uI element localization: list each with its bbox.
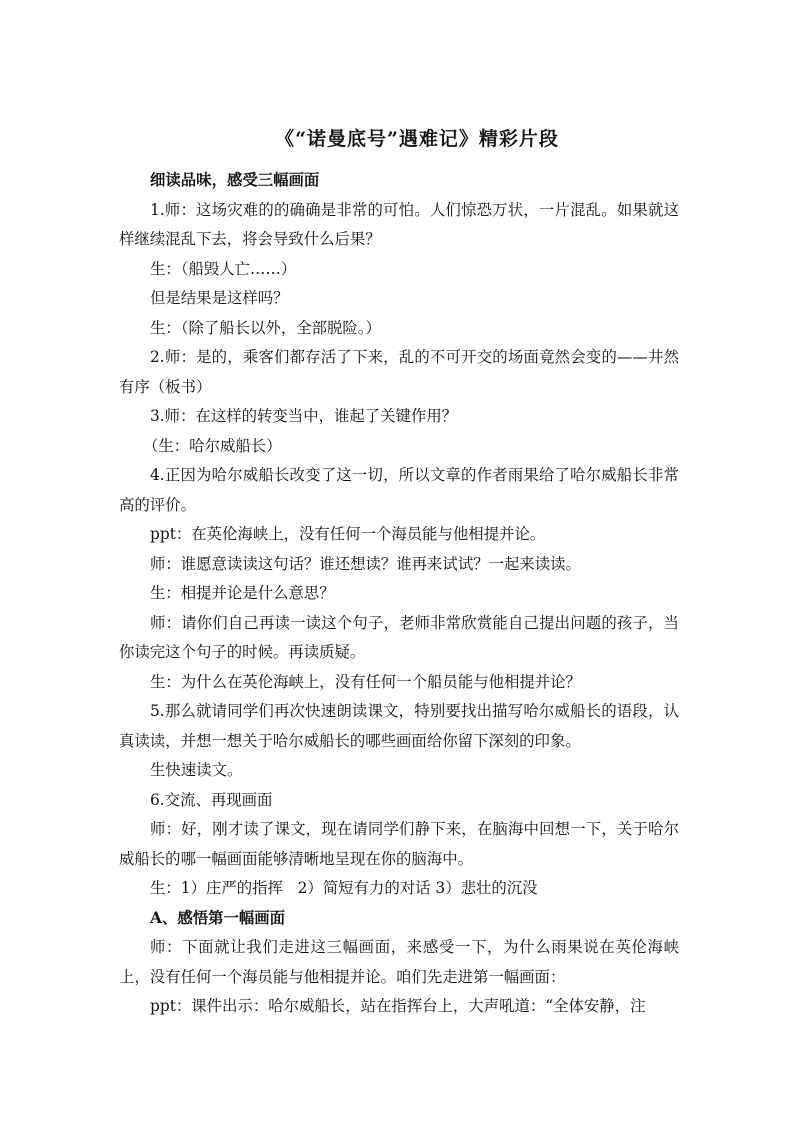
body-paragraph: 生：为什么在英伦海峡上，没有任何一个船员能与他相提并论？	[150, 672, 581, 691]
body-paragraph: 但是结果是这样吗？	[150, 289, 289, 307]
body-paragraph: 生：（船毁人亡……）	[150, 259, 297, 278]
body-paragraph: 6.交流、再现画面	[150, 790, 273, 809]
body-paragraph: 2.师：是的，乘客们都存活了下来，乱的不可开交的场面竟然会变的——井然有序（板书）	[119, 348, 679, 396]
body-paragraph: 生：1）庄严的指挥 2）简短有力的对话 3）悲壮的沉没	[150, 879, 538, 897]
body-paragraph: 3.师：在这样的转变当中，谁起了关键作用？	[150, 407, 458, 425]
document-title: 《“诺曼底号”遇难记》精彩片段	[275, 128, 559, 150]
section-heading: A、感悟第一幅画面	[150, 908, 286, 927]
body-paragraph: ppt：在英伦海峡上，没有任何一个海员能与他相提并论。	[150, 525, 546, 543]
body-paragraph: 生快速读文。	[150, 761, 243, 779]
body-paragraph: 师：请你们自己再读一读这个句子，老师非常欣赏能自己提出问题的孩子，当你读完这个句子的时候。再读质疑。	[119, 613, 679, 661]
document-body	[119, 166, 679, 1022]
body-paragraph: ppt：课件出示：哈尔威船长，站在指挥台上，大声吼道：“全体安静，注	[150, 997, 646, 1015]
body-paragraph: 5.那么就请同学们再次快速朗读课文，特别要找出描写哈尔威船长的语段，认真读读，并想一想关于哈尔威船长的哪些画面给你留下深刻的印象。	[119, 702, 679, 750]
body-paragraph: （生：哈尔威船长）	[143, 436, 282, 455]
body-paragraph: 师：谁愿意读读这句话？谁还想读？谁再来试试？一起来读读。	[150, 554, 581, 573]
body-paragraph: 4.正因为哈尔威船长改变了这一切，所以文章的作者雨果给了哈尔威船长非常高的评价。	[119, 466, 679, 514]
section-heading: 细读品味，感受三幅画面	[150, 171, 320, 189]
body-paragraph: 生：相提并论是什么意思？	[150, 584, 335, 602]
body-paragraph: 师：好，刚才读了课文，现在请同学们静下来，在脑海中回想一下，关于哈尔威船长的哪一幅画面能够清晰地呈现在你的脑海中。	[119, 820, 679, 868]
body-paragraph: 师：下面就让我们走进这三幅画面，来感受一下，为什么雨果说在英伦海峡上，没有任何一个海员能与他相提并论。咱们先走进第一幅画面：	[119, 938, 679, 986]
body-paragraph: 1.师：这场灾难的的确确是非常的可怕。人们惊恐万状，一片混乱。如果就这样继续混乱下去，将会导致什么后果？	[119, 200, 679, 248]
body-paragraph: 生：（除了船长以外，全部脱险。）	[150, 318, 381, 337]
